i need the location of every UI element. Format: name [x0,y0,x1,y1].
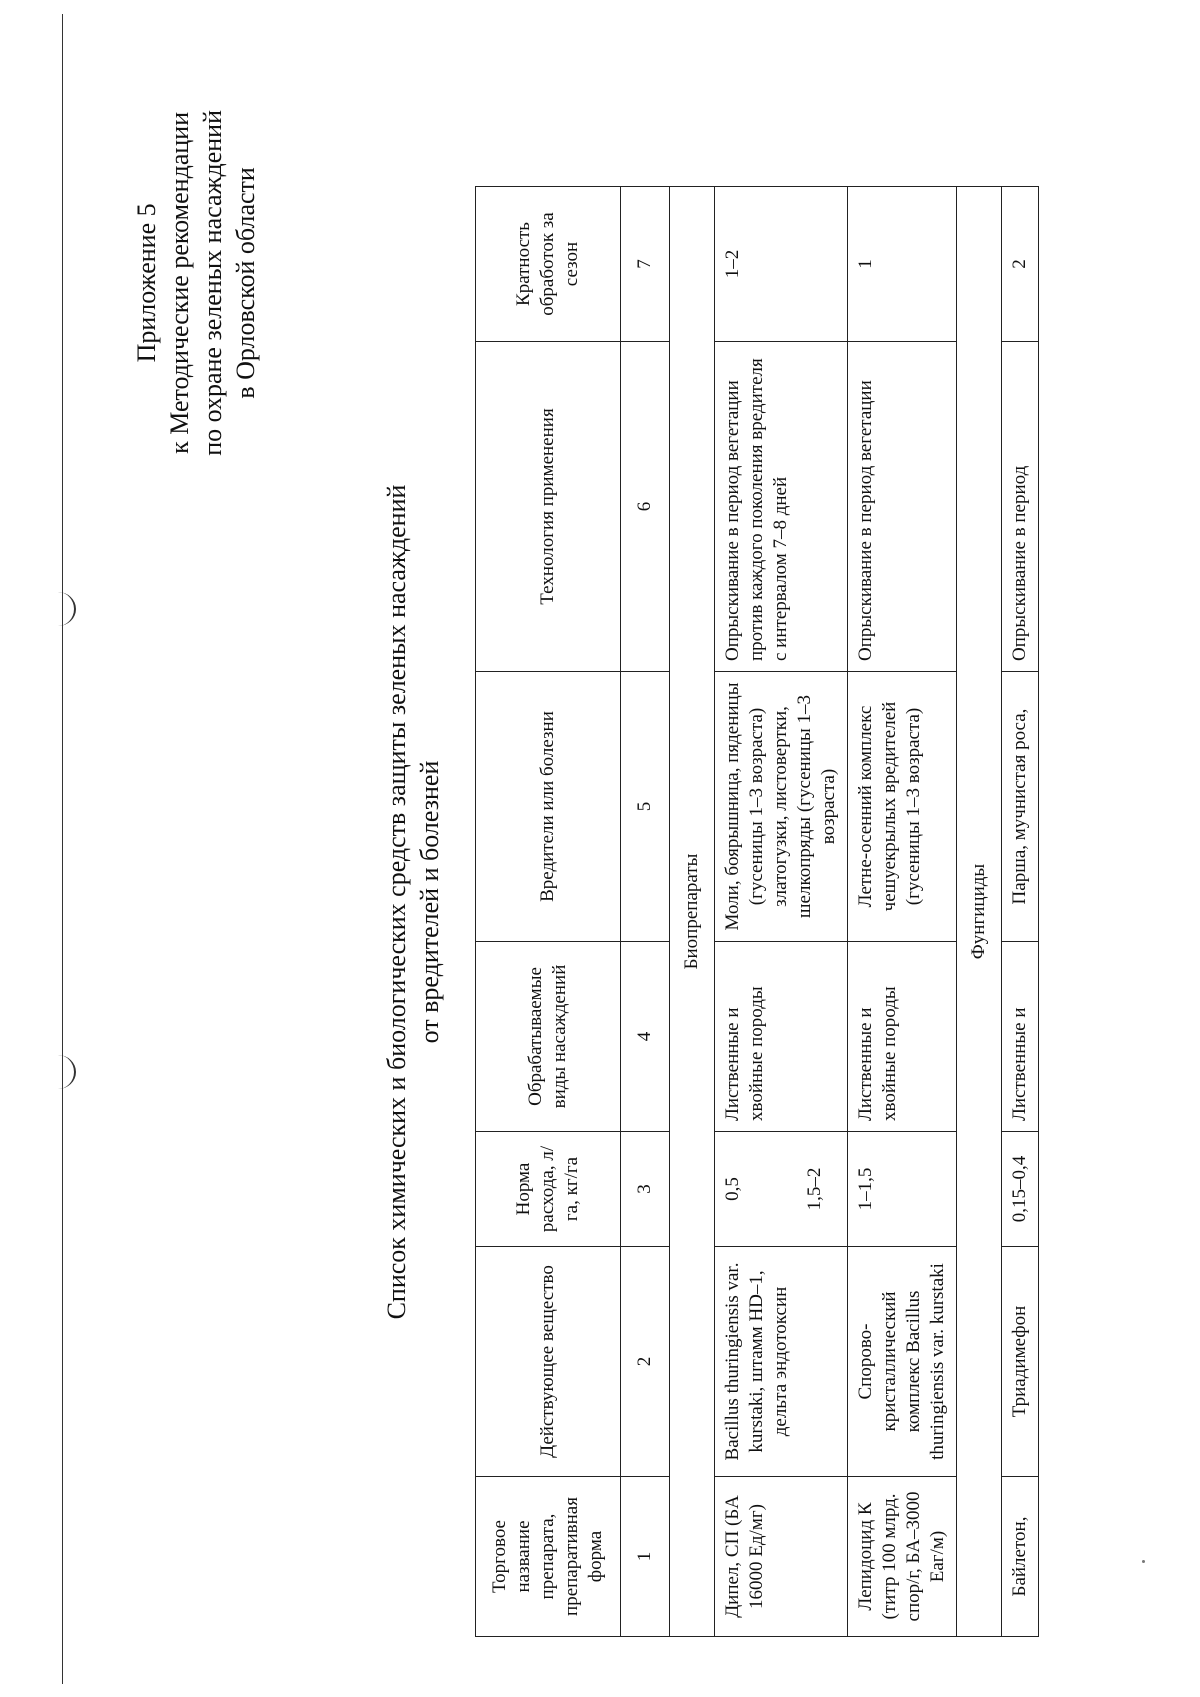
column-header: Норма расхода, л/га, кг/га [476,1132,621,1247]
document-title [380,217,446,1587]
appendix-number: Приложение 5 [132,203,161,363]
application-rate [715,1132,848,1247]
pests-diseases: Моли, боярышница, пяденицы (гусеницы 1–3 возраста) златогузки, листовертки, шелкопряды (гусеницы 1–3 возраста) [715,672,848,942]
table-row [848,187,957,1637]
title-line: от вредителей и болезней [415,760,444,1044]
column-number: 5 [621,672,670,942]
pesticide-table [475,186,1039,1637]
column-header: Вредители или болезни [476,672,621,942]
application-rate: 0,15–0,4 [1002,1132,1039,1247]
column-number-row [621,187,670,1637]
column-number: 4 [621,942,670,1132]
plant-species: Лиственные и [1002,942,1039,1132]
application-technology: Опрыскивание в период [1002,342,1039,672]
active-substance: Спорово-кристаллический комплекс Bacillus thuringiensis var. kurstaki [848,1247,957,1477]
column-number: 7 [621,187,670,342]
treatment-count: 2 [1002,187,1039,342]
column-number: 3 [621,1132,670,1247]
rate-value-secondary: 1,5–2 [804,1167,825,1211]
application-rate: 1–1,5 [848,1132,957,1247]
section-title: Фунгициды [957,187,1002,1637]
column-number: 1 [621,1477,670,1637]
pests-diseases: Летне-осенний комплекс чешуекрылых вредителей (гусеницы 1–3 возраста) [848,672,957,942]
table-row [1002,187,1039,1637]
product-name: Лепидоцид К (титр 100 млрд. спор/г, БА–3000 Еаг/м) [848,1477,957,1637]
appendix-heading [130,110,262,456]
treatment-count: 1 [848,187,957,342]
product-name: Байлетон, [1002,1477,1039,1637]
active-substance: Bacillus thuringiensis var. kurstaki, штамм HD–1, дельта эндотоксин [715,1247,848,1477]
column-header: Кратность обработок за сезон [476,187,621,342]
column-header: Обрабатываемые виды насаждений [476,942,621,1132]
title-line: Список химических и биологических средств защиты зеленых насаждений [382,484,411,1320]
rate-value: 0,5 [722,1177,743,1201]
appendix-line: по охране зеленых насаждений [198,110,227,456]
active-substance: Триадимефон [1002,1247,1039,1477]
plant-species: Лиственные и хвойные породы [715,942,848,1132]
appendix-line: в Орловской области [231,167,260,399]
section-title: Биопрепараты [670,187,715,1637]
section-row [670,187,715,1637]
column-header: Торговое название препарата, препаративная форма [476,1477,621,1637]
product-name: Дипел, СП (БА 16000 Ед/мг) [715,1477,848,1637]
header-row [476,187,621,1637]
column-header: Технология применения [476,342,621,672]
application-technology: Опрыскивание в период вегетации против каждого поколения вредителя с интервалом 7–8 дней [715,342,848,672]
plant-species: Лиственные и хвойные породы [848,942,957,1132]
table-row [715,187,848,1637]
column-header: Действующее вещество [476,1247,621,1477]
appendix-line: к Методические рекомендации [165,111,194,454]
treatment-count: 1–2 [715,187,848,342]
section-row [957,187,1002,1637]
pests-diseases: Парша, мучнистая роса, [1002,672,1039,942]
application-technology: Опрыскивание в период вегетации [848,342,957,672]
column-number: 2 [621,1247,670,1477]
column-number: 6 [621,342,670,672]
